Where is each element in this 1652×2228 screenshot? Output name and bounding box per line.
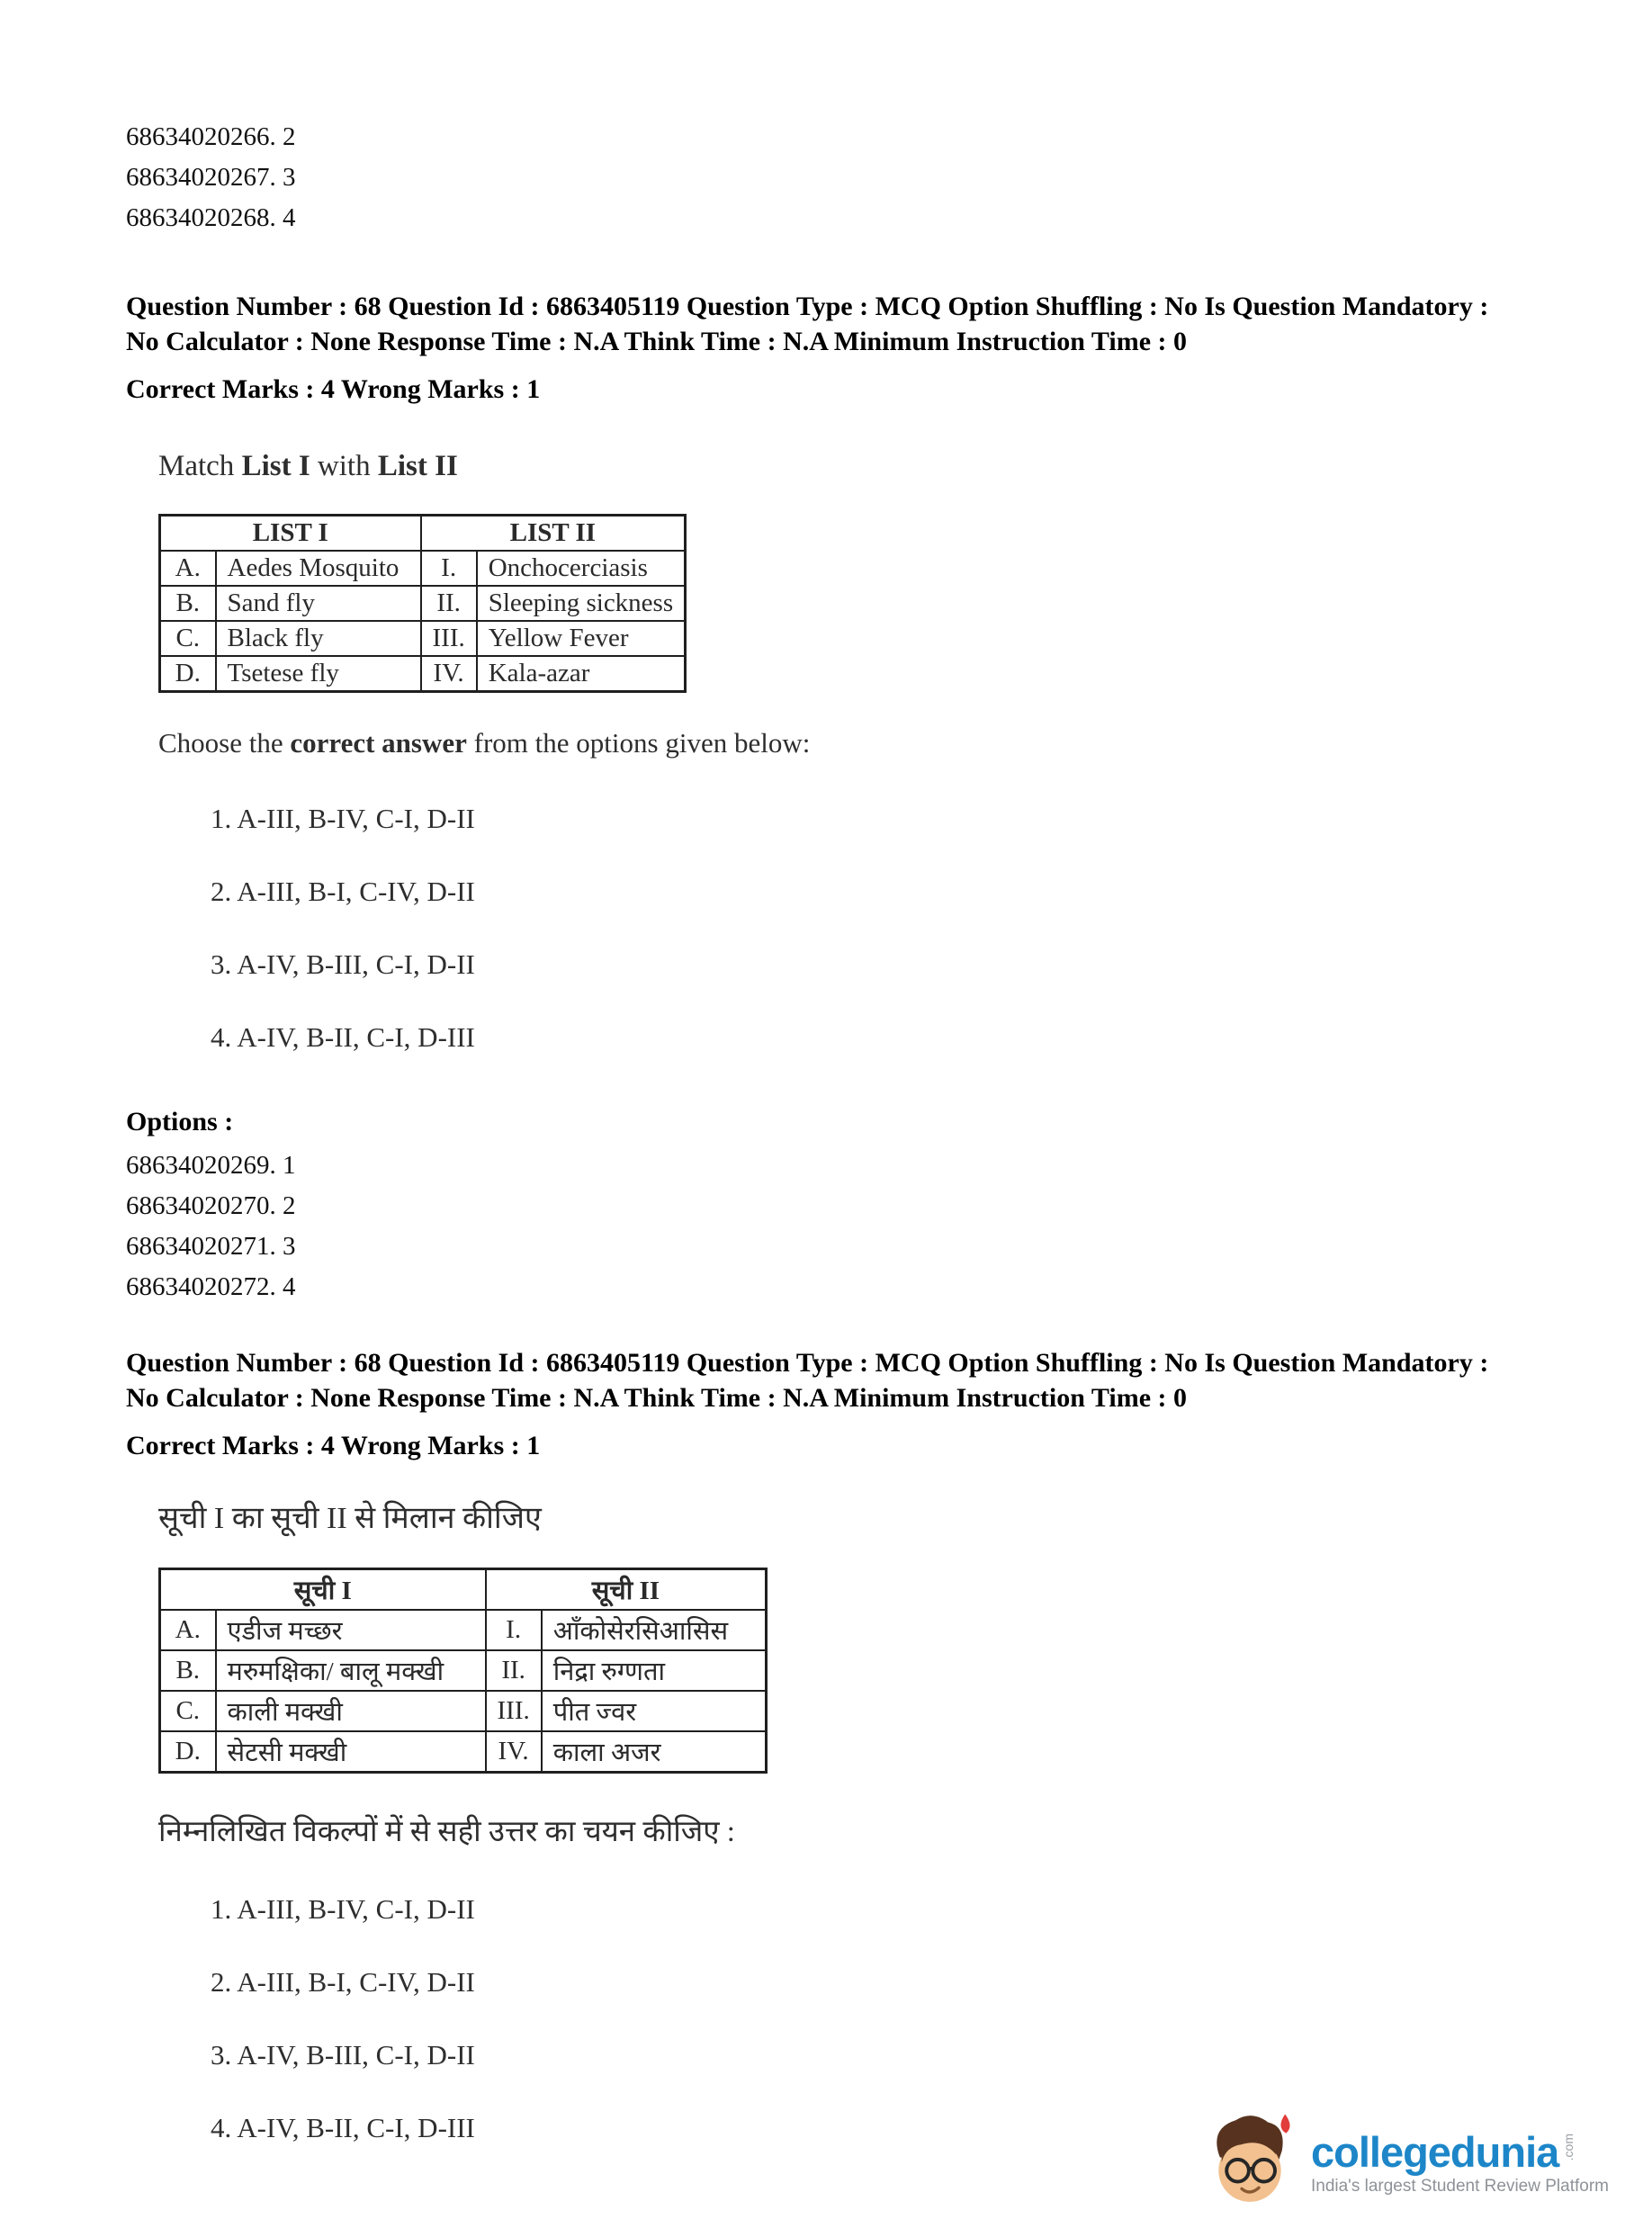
row-match: ऑंकोसेरसिआसिस <box>542 1610 767 1650</box>
row-match: Yellow Fever <box>477 621 686 656</box>
heading-text: Match <box>158 450 242 482</box>
row-roman: I. <box>486 1610 542 1650</box>
row-item: सेटसी मक्खी <box>216 1731 486 1773</box>
row-roman: III. <box>486 1691 542 1731</box>
marks-line: Correct Marks : 4 Wrong Marks : 1 <box>126 374 541 404</box>
question-metadata-hi <box>126 1345 1602 1463</box>
mcq-option: 4. A-IV, B-II, C-I, D-III <box>211 1021 475 1053</box>
row-letter: B. <box>160 1650 216 1691</box>
question-metadata-en <box>126 289 1602 407</box>
row-match: Onchocerciasis <box>477 551 686 586</box>
list1-header: LIST I <box>160 516 421 552</box>
question-body-en <box>158 450 1652 1054</box>
table-row <box>160 1610 767 1650</box>
row-match: निद्रा रुग्णता <box>542 1650 767 1691</box>
row-letter: A. <box>160 551 216 586</box>
mcq-option: 2. A-III, B-I, C-IV, D-II <box>211 1966 475 1998</box>
row-item: काली मक्खी <box>216 1691 486 1731</box>
mcq-option: 1. A-III, B-IV, C-I, D-II <box>211 803 475 834</box>
row-item: Sand fly <box>216 586 421 621</box>
mcq-option: 2. A-III, B-I, C-IV, D-II <box>211 876 475 907</box>
row-item: Aedes Mosquito <box>216 551 421 586</box>
brand-name: collegedunia <box>1310 2127 1559 2176</box>
mcq-option: 1. A-III, B-IV, C-I, D-II <box>211 1893 475 1925</box>
question-body-hi <box>158 1496 1652 2144</box>
choose-text: from the options given below: <box>466 727 811 759</box>
row-roman: II. <box>421 586 477 621</box>
choose-bold: correct answer <box>290 727 467 759</box>
current-question-option-ids <box>126 1145 1652 1307</box>
table-row <box>160 656 686 692</box>
row-match: काला अजर <box>542 1731 767 1773</box>
brand-com-suffix: .com <box>1561 2133 1576 2161</box>
metadata-line: No Calculator : None Response Time : N.A Think Time : N.A Minimum Instruction Time : 0 <box>126 327 1187 356</box>
row-match: Kala-azar <box>477 656 686 692</box>
match-table-hi <box>158 1568 768 1774</box>
row-roman: IV. <box>486 1731 542 1773</box>
option-id-line: 68634020270. 2 <box>126 1191 296 1220</box>
list1-label: List I <box>241 450 310 482</box>
option-id-line: 68634020271. 3 <box>126 1232 296 1261</box>
match-heading <box>158 450 1652 483</box>
row-roman: IV. <box>421 656 477 692</box>
options-label: Options : <box>126 1107 234 1136</box>
table-row <box>160 621 686 656</box>
list2-label: List II <box>377 450 458 482</box>
match-heading-hindi: सूची I का सूची II से मिलान कीजिए <box>158 1502 542 1535</box>
option-id-line: 68634020267. 3 <box>126 163 296 192</box>
row-match: पीत ज्वर <box>542 1691 767 1731</box>
mascot-icon <box>1201 2110 1298 2215</box>
mcq-options-en <box>211 803 1652 1054</box>
row-roman: II. <box>486 1650 542 1691</box>
table-header-row <box>160 1569 767 1611</box>
row-item: Tsetese fly <box>216 656 421 692</box>
row-letter: D. <box>160 1731 216 1773</box>
brand-tagline: India's largest Student Review Platform <box>1310 2176 1609 2196</box>
choose-instruction-en <box>158 727 1652 759</box>
list2-header: LIST II <box>421 516 686 552</box>
choose-instruction-hi: निम्नलिखित विकल्पों में से सही उत्तर का चयन कीजिए : <box>158 1816 735 1848</box>
list1-header: सूची I <box>160 1569 486 1611</box>
previous-question-option-ids <box>126 0 1652 238</box>
row-roman: I. <box>421 551 477 586</box>
table-row <box>160 1650 767 1691</box>
option-id-line: 68634020266. 2 <box>126 122 296 151</box>
row-match: Sleeping sickness <box>477 586 686 621</box>
row-item: मरुमक्षिका/ बालू मक्खी <box>216 1650 486 1691</box>
row-letter: C. <box>160 1691 216 1731</box>
list2-header: सूची II <box>486 1569 767 1611</box>
row-letter: C. <box>160 621 216 656</box>
option-id-line: 68634020272. 4 <box>126 1272 296 1301</box>
marks-line: Correct Marks : 4 Wrong Marks : 1 <box>126 1431 541 1460</box>
mcq-option: 4. A-IV, B-II, C-I, D-III <box>211 2112 475 2143</box>
option-id-line: 68634020269. 1 <box>126 1151 296 1180</box>
metadata-line: Question Number : 68 Question Id : 6863405119 Question Type : MCQ Option Shuffling : No Is Question Mandatory : <box>126 1348 1489 1378</box>
row-letter: B. <box>160 586 216 621</box>
row-letter: A. <box>160 1610 216 1650</box>
logo-text-block <box>1310 2127 1609 2197</box>
row-roman: III. <box>421 621 477 656</box>
metadata-line: No Calculator : None Response Time : N.A Think Time : N.A Minimum Instruction Time : 0 <box>126 1383 1187 1413</box>
table-row <box>160 551 686 586</box>
match-table-en <box>158 514 687 693</box>
mcq-options-hi <box>211 1893 1652 2144</box>
choose-text: Choose the <box>158 727 291 759</box>
mcq-option: 3. A-IV, B-III, C-I, D-II <box>211 2039 475 2071</box>
table-row <box>160 1731 767 1773</box>
heading-text: with <box>310 450 378 482</box>
row-letter: D. <box>160 656 216 692</box>
table-row <box>160 586 686 621</box>
table-row <box>160 1691 767 1731</box>
row-item: Black fly <box>216 621 421 656</box>
option-id-line: 68634020268. 4 <box>126 203 296 232</box>
row-item: एडीज मच्छर <box>216 1610 486 1650</box>
mcq-option: 3. A-IV, B-III, C-I, D-II <box>211 948 475 980</box>
table-header-row <box>160 516 686 552</box>
metadata-line: Question Number : 68 Question Id : 6863405119 Question Type : MCQ Option Shuffling : No Is Question Mandatory : <box>126 292 1489 321</box>
collegedunia-logo <box>1201 2110 1609 2215</box>
